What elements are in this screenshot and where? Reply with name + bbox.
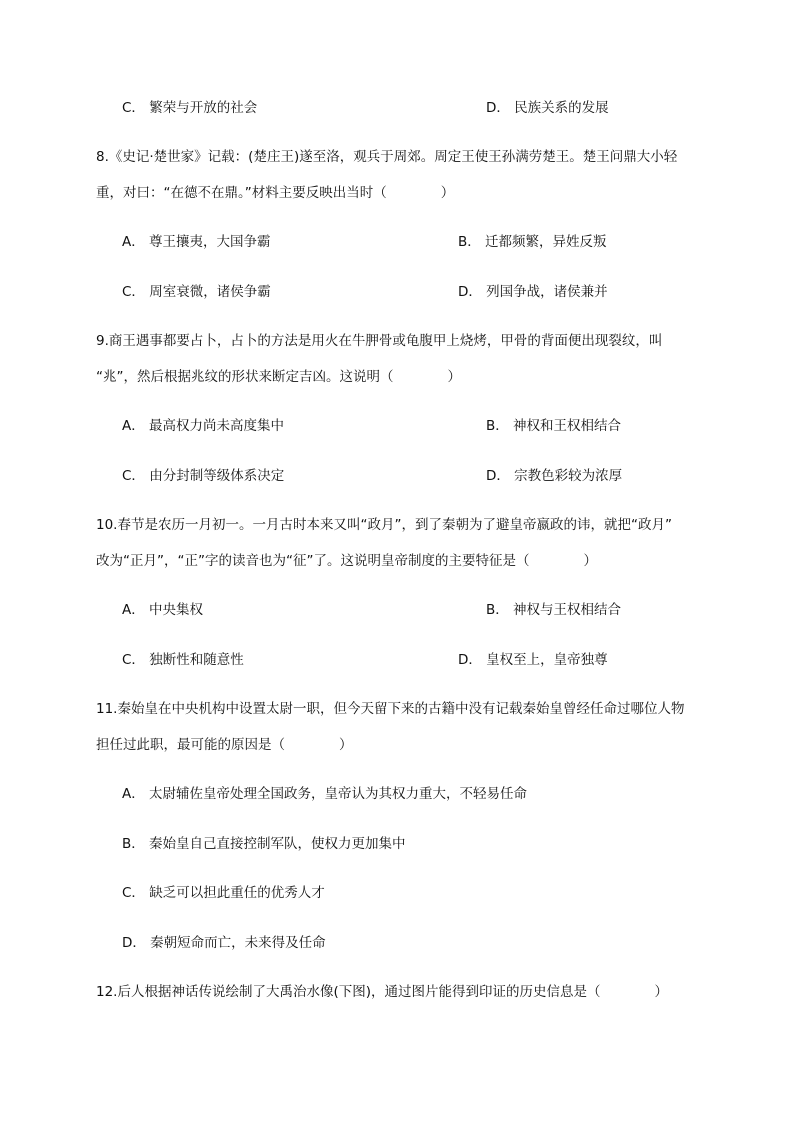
q9-option-a: A． 最高权力尚未高度集中 [122,418,285,434]
q11-option-d: D． 秦朝短命而亡，未来得及任命 [122,935,326,951]
q9-stem-line-2: “兆”，然后根据兆纹的形状来断定吉凶。这说明（ ） [96,369,461,385]
q9-option-c: C． 由分封制等级体系决定 [122,468,285,484]
q9-option-b: B． 神权和王权相结合 [486,418,622,434]
q10-option-a: A． 中央集权 [122,602,204,618]
q8-stem-line-2: 重，对曰：“在德不在鼎。”材料主要反映出当时（ ） [96,185,455,201]
q8-option-b: B． 迁都频繁，异姓反叛 [458,234,607,250]
q10-stem-line-2: 改为“正月”，“正”字的读音也为“征”了。这说明皇帝制度的主要特征是（ ） [96,553,597,569]
q8-option-d: D． 列国争战，诸侯兼并 [458,284,608,300]
q7-option-d: D． 民族关系的发展 [486,100,609,116]
q11-option-c: C． 缺乏可以担此重任的优秀人才 [122,885,325,901]
q8-stem-line-1: 8.《史记·楚世家》记载：(楚庄王)遂至洛，观兵于周郊。周定王使王孙满劳楚王。楚王问鼎大小轻 [96,149,678,165]
q8-option-c: C． 周室衰微，诸侯争霸 [122,284,271,300]
q10-option-b: B． 神权与王权相结合 [486,602,622,618]
q11-option-a: A． 太尉辅佐皇帝处理全国政务，皇帝认为其权力重大，不轻易任命 [122,786,528,802]
q9-option-d: D． 宗教色彩较为浓厚 [486,468,623,484]
q7-option-c: C． 繁荣与开放的社会 [122,100,258,116]
q9-stem-line-1: 9.商王遇事都要占卜，占卜的方法是用火在牛胛骨或龟腹甲上烧烤，甲骨的背面便出现裂纹，叫 [96,333,663,349]
q10-option-d: D． 皇权至上，皇帝独尊 [458,652,608,668]
q12-stem-line-1: 12.后人根据神话传说绘制了大禹治水像(下图)，通过图片能得到印证的历史信息是（ ） [96,984,669,1000]
q10-stem-line-1: 10.春节是农历一月初一。一月古时本来又叫“政月”，到了秦朝为了避皇帝嬴政的讳，就把“政月” [96,517,672,533]
q11-stem-line-1: 11.秦始皇在中央机构中设置太尉一职，但今天留下来的古籍中没有记载秦始皇曾经任命过哪位人物 [96,701,685,717]
q11-stem-line-2: 担任过此职，最可能的原因是（ ） [96,737,353,753]
q11-option-b: B． 秦始皇自己直接控制军队，使权力更加集中 [122,836,406,852]
q8-option-a: A． 尊王攘夷，大国争霸 [122,234,271,250]
q10-option-c: C． 独断性和随意性 [122,652,244,668]
